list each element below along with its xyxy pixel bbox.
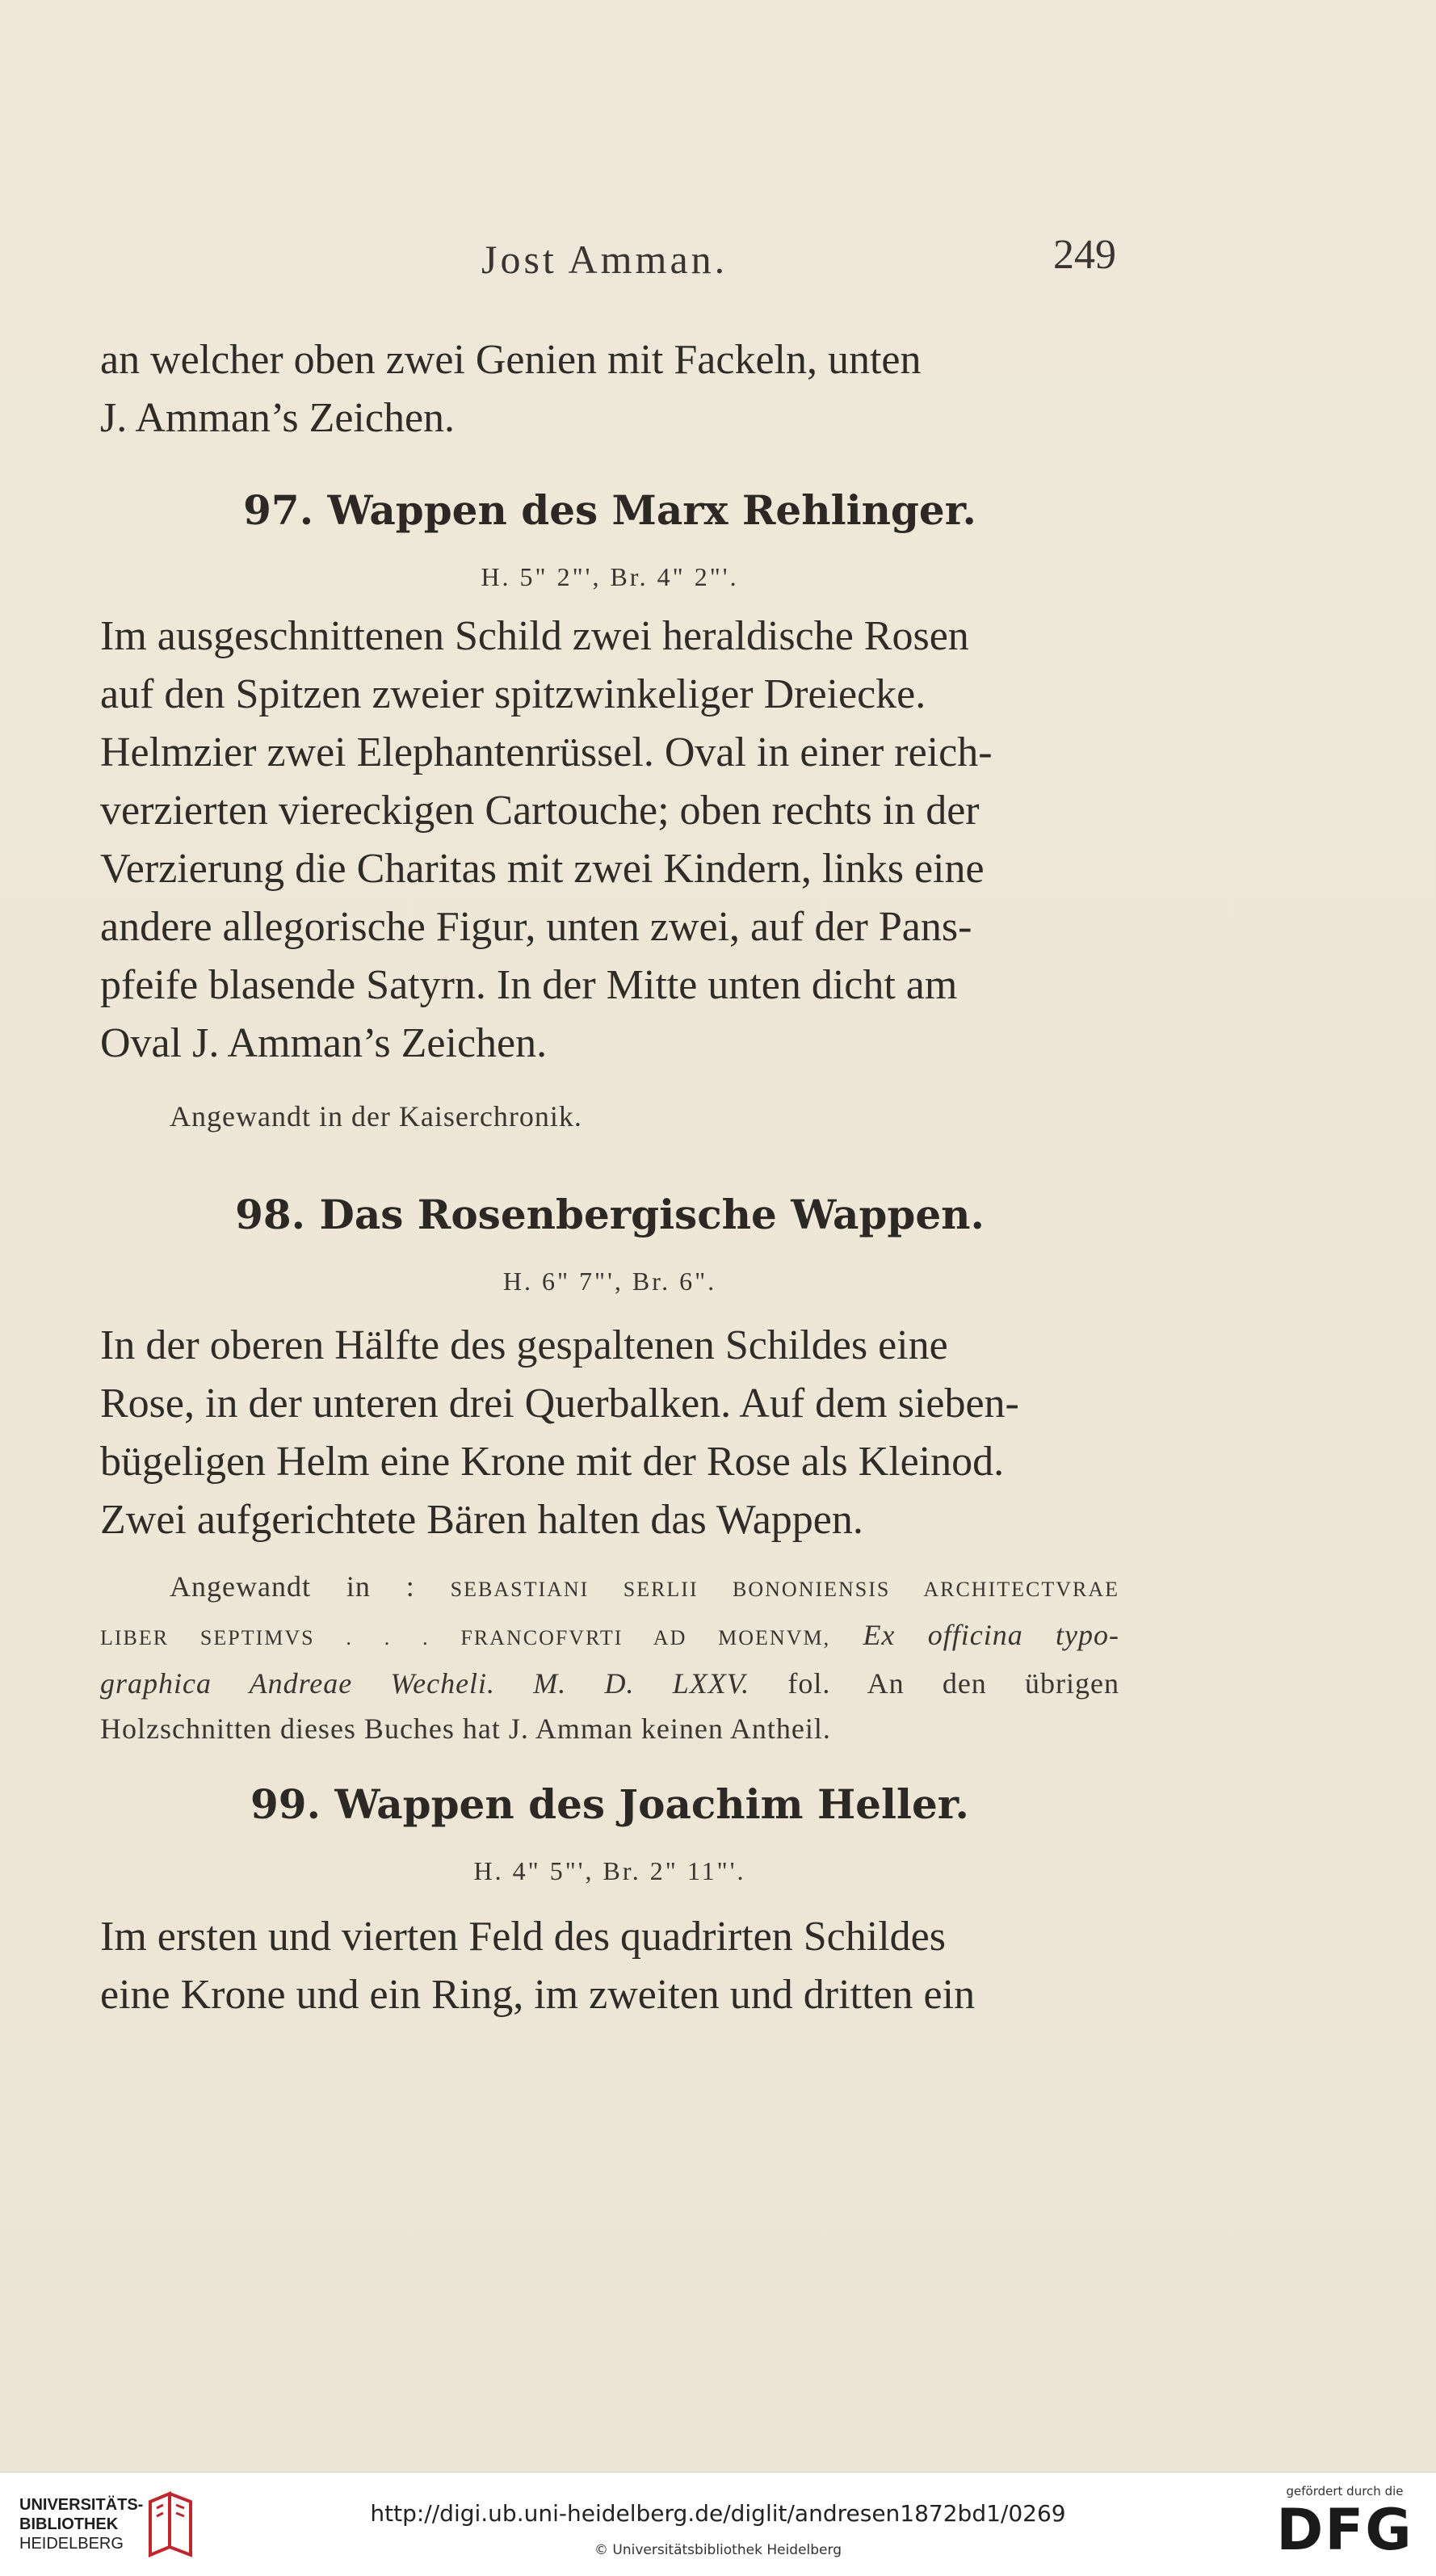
entry-97-line: Im ausgeschnittenen Schild zwei heraldische Rosen: [100, 613, 969, 659]
continuation-line-2: J. Amman’s Zeichen.: [100, 395, 456, 441]
entry-99-heading: 99. Wappen des Joachim Heller.: [250, 1780, 969, 1828]
entry-98-line: In der oberen Hälfte des gespaltenen Schildes eine: [100, 1322, 948, 1368]
entry-98-note: [100, 1564, 1119, 1751]
entry-97-line: Helmzier zwei Elephantenrüssel. Oval in einer reich-: [100, 729, 993, 775]
entry-98-line: Zwei aufgerichtete Bären halten das Wappen.: [100, 1497, 863, 1543]
continuation-line-1: an welcher oben zwei Genien mit Fackeln, unten: [100, 337, 922, 383]
note-format: fol. An den übrigen: [787, 1667, 1120, 1700]
entry-97-line: Verzierung die Charitas mit zwei Kindern, links eine: [100, 846, 985, 892]
note-book-title: SEBASTIANI SERLII BONONIENSIS ARCHITECTVRAE: [450, 1578, 1119, 1601]
note-imprint-cont: graphica Andreae Wecheli. M. D. LXXV.: [100, 1667, 750, 1700]
entry-99-dimensions: H. 4" 5"', Br. 2" 11"'.: [473, 1856, 746, 1885]
entry-98-dimensions: H. 6" 7"', Br. 6".: [502, 1267, 717, 1296]
permalink-url[interactable]: http://digi.ub.uni-heidelberg.de/diglit/andresen1872bd1/0269: [370, 2500, 1066, 2527]
entry-98-line: Rose, in der unteren drei Querbalken. Auf dem sieben-: [100, 1380, 1019, 1427]
note-remark: Holzschnitten dieses Buches hat J. Amman keinen Antheil.: [100, 1712, 831, 1745]
library-name: UNIVERSITÄTS- BIBLIOTHEK HEIDELBERG: [19, 2496, 144, 2553]
entry-99-line: Im ersten und vierten Feld des quadrirten Schildes: [100, 1914, 946, 1960]
copyright-notice: © Universitätsbibliothek Heidelberg: [594, 2542, 842, 2558]
entry-97-note: Angewandt in der Kaiserchronik.: [170, 1100, 582, 1133]
note-prefix: Angewandt in :: [170, 1570, 415, 1603]
dfg-caption: gefördert durch die: [1286, 2484, 1404, 2498]
entry-97-line: pfeife blasende Satyrn. In der Mitte unten dicht am: [100, 962, 958, 1008]
page-number: 249: [1053, 232, 1116, 278]
entry-97-line: Oval J. Amman’s Zeichen.: [100, 1020, 548, 1066]
note-imprint: Ex officina typo-: [863, 1619, 1119, 1651]
entry-97-line: verzierten viereckigen Cartouche; oben rechts in der: [100, 788, 980, 834]
entry-98-line: bügeligen Helm eine Krone mit der Rose als Kleinod.: [100, 1439, 1005, 1485]
entry-97-heading: 97. Wappen des Marx Rehlinger.: [243, 486, 976, 534]
note-book-title-cont: LIBER SEPTIMVS . . . FRANCOFVRTI AD MOENVM,: [100, 1626, 831, 1649]
entry-98-heading: 98. Das Rosenbergische Wappen.: [235, 1191, 985, 1238]
entry-99-line: eine Krone und ein Ring, im zweiten und dritten ein: [100, 1972, 976, 2018]
footer-bar: [0, 2472, 1436, 2576]
running-title: Jost Amman.: [481, 237, 728, 282]
dfg-logo-text: DFG: [1276, 2497, 1413, 2563]
dfg-logo[interactable]: [1276, 2484, 1413, 2561]
entry-97-dimensions: H. 5" 2"', Br. 4" 2"'.: [481, 562, 739, 591]
entry-97-line: auf den Spitzen zweier spitzwinkeliger Dreiecke.: [100, 671, 926, 717]
entry-97-line: andere allegorische Figur, unten zwei, auf der Pans-: [100, 904, 972, 950]
